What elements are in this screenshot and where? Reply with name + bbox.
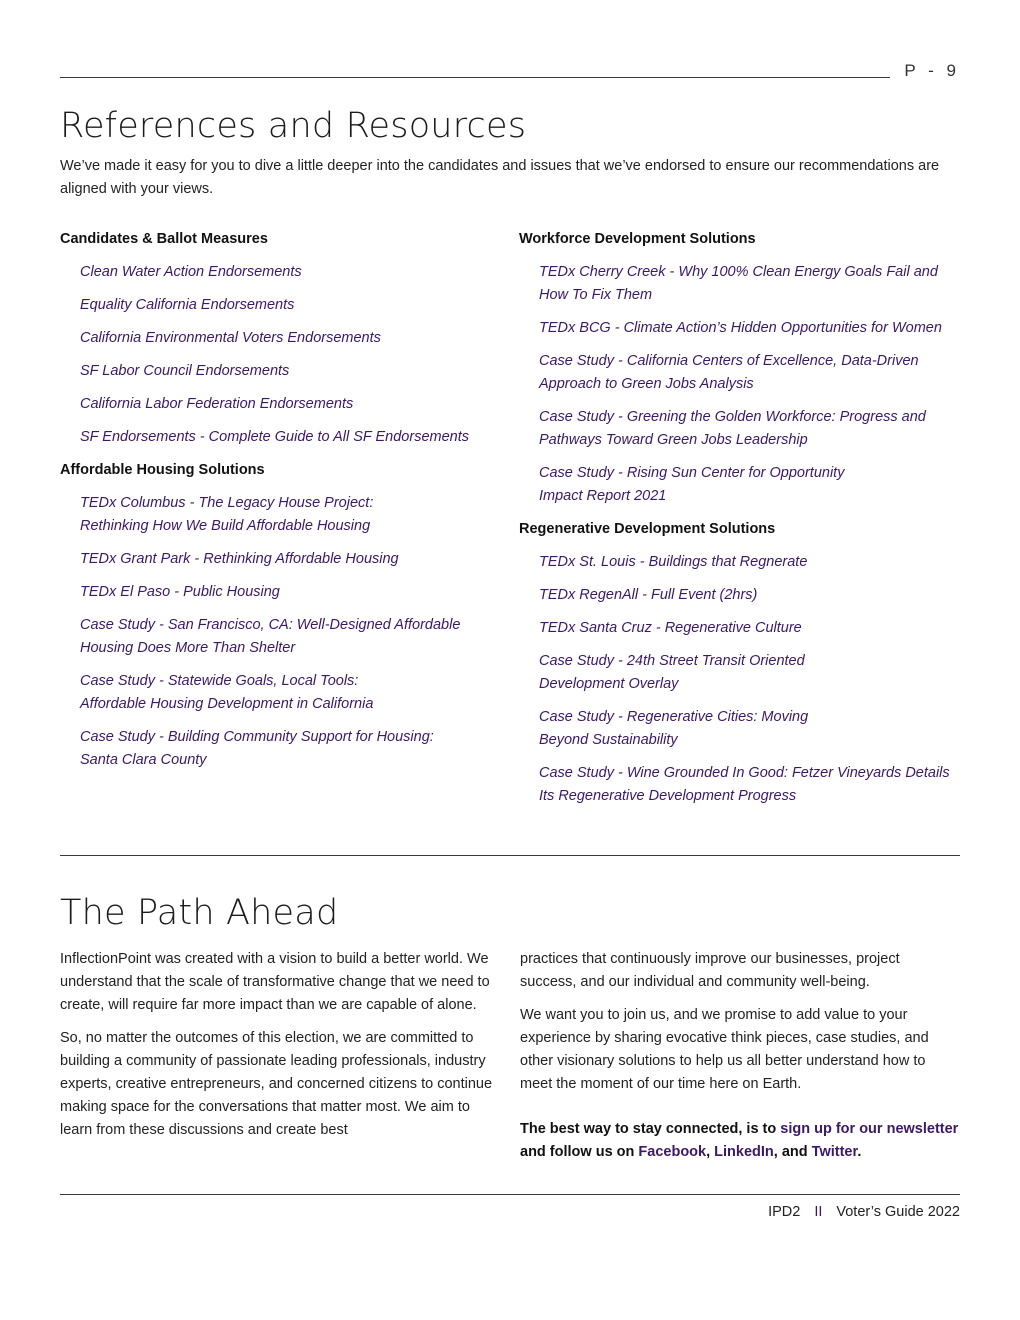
newsletter-link[interactable]: sign up for our newsletter bbox=[780, 1121, 959, 1137]
regenerative-link[interactable] bbox=[539, 617, 964, 640]
footer-rule bbox=[60, 1194, 960, 1195]
workforce-link[interactable] bbox=[539, 317, 964, 340]
regenerative-heading: Regenerative Development Solutions bbox=[519, 521, 776, 537]
header-rule bbox=[60, 77, 890, 78]
workforce-list bbox=[519, 261, 964, 508]
workforce-link-line: Case Study - California Centers of Excellence, Data-Driven bbox=[539, 353, 919, 369]
workforce-link-line: Case Study - Rising Sun Center for Opportunity bbox=[539, 465, 845, 481]
housing-link-line: Rethinking How We Build Affordable Housing bbox=[80, 518, 371, 534]
references-intro: We’ve made it easy for you to dive a little deeper into the candidates and issues that we’ve endorsed to ensure our recommendations are aligned with your views. bbox=[60, 158, 940, 197]
workforce-link-line: TEDx BCG - Climate Action’s Hidden Opportunities for Women bbox=[539, 320, 942, 336]
footer-guide-title: Voter’s Guide 2022 bbox=[836, 1204, 960, 1220]
housing-link-line: Case Study - Statewide Goals, Local Tools: bbox=[80, 673, 359, 689]
section-divider bbox=[60, 855, 960, 856]
housing-link-line: Case Study - Building Community Support for Housing: bbox=[80, 729, 434, 745]
candidates-list bbox=[60, 261, 500, 449]
regenerative-link-line: Its Regenerative Development Progress bbox=[539, 788, 797, 804]
regenerative-link[interactable] bbox=[539, 551, 964, 574]
housing-link[interactable] bbox=[80, 581, 500, 604]
housing-list bbox=[60, 492, 500, 772]
workforce-link-line: Pathways Toward Green Jobs Leadership bbox=[539, 432, 808, 448]
path-ahead-paragraph: InflectionPoint was created with a vision to build a better world. We understand that the scale of transformative change that we need to create, will require far more impact than we are capable of alone. bbox=[60, 951, 490, 1013]
regenerative-list bbox=[519, 551, 964, 808]
workforce-link-line: Case Study - Greening the Golden Workforce: Progress and bbox=[539, 409, 926, 425]
housing-link[interactable] bbox=[80, 726, 500, 772]
candidate-link[interactable]: SF Endorsements - Complete Guide to All SF Endorsements bbox=[80, 429, 469, 445]
workforce-link[interactable] bbox=[539, 261, 964, 307]
twitter-link[interactable]: Twitter bbox=[811, 1144, 858, 1160]
workforce-link[interactable] bbox=[539, 462, 964, 508]
cta-end: . bbox=[857, 1144, 862, 1160]
regenerative-link-line: Case Study - Wine Grounded In Good: Fetzer Vineyards Details bbox=[539, 765, 950, 781]
regenerative-link-line: TEDx Santa Cruz - Regenerative Culture bbox=[539, 620, 802, 636]
candidate-link[interactable]: SF Labor Council Endorsements bbox=[80, 363, 290, 379]
housing-link-line: TEDx Grant Park - Rethinking Affordable Housing bbox=[80, 551, 399, 567]
regenerative-link-line: TEDx RegenAll - Full Event (2hrs) bbox=[539, 587, 758, 603]
references-left-column bbox=[60, 228, 500, 782]
housing-link-line: Housing Does More Than Shelter bbox=[80, 640, 296, 656]
candidate-link[interactable]: California Labor Federation Endorsements bbox=[80, 396, 354, 412]
housing-link[interactable] bbox=[80, 492, 500, 538]
candidate-link[interactable]: California Environmental Voters Endorsements bbox=[80, 330, 381, 346]
regenerative-link[interactable] bbox=[539, 584, 964, 607]
footer-separator: II bbox=[814, 1204, 823, 1220]
housing-heading: Affordable Housing Solutions bbox=[60, 462, 265, 478]
candidate-link[interactable]: Equality California Endorsements bbox=[80, 297, 295, 313]
regenerative-link[interactable] bbox=[539, 706, 964, 752]
references-right-column bbox=[519, 228, 964, 818]
regenerative-link-line: TEDx St. Louis - Buildings that Regnerate bbox=[539, 554, 808, 570]
cta-prefix: The best way to stay connected, is to bbox=[520, 1121, 781, 1137]
regenerative-link-line: Beyond Sustainability bbox=[539, 732, 678, 748]
cta-comma: , bbox=[706, 1144, 715, 1160]
workforce-link-line: Approach to Green Jobs Analysis bbox=[539, 376, 754, 392]
workforce-link-line: Impact Report 2021 bbox=[539, 488, 667, 504]
housing-link[interactable] bbox=[80, 548, 500, 571]
page-number: P - 9 bbox=[904, 61, 960, 80]
regenerative-link-line: Development Overlay bbox=[539, 676, 679, 692]
regenerative-link[interactable] bbox=[539, 762, 964, 808]
candidates-heading: Candidates & Ballot Measures bbox=[60, 231, 268, 247]
path-ahead-left-column bbox=[60, 948, 498, 1152]
path-ahead-title: The Path Ahead bbox=[60, 893, 339, 933]
regenerative-link-line: Case Study - Regenerative Cities: Moving bbox=[539, 709, 809, 725]
housing-link-line: Affordable Housing Development in California bbox=[80, 696, 374, 712]
housing-link[interactable] bbox=[80, 614, 500, 660]
candidate-link[interactable]: Clean Water Action Endorsements bbox=[80, 264, 302, 280]
facebook-link[interactable]: Facebook bbox=[638, 1144, 707, 1160]
cta-middle: and follow us on bbox=[520, 1144, 639, 1160]
housing-link[interactable] bbox=[80, 670, 500, 716]
housing-link-line: TEDx Columbus - The Legacy House Project: bbox=[80, 495, 374, 511]
path-ahead-paragraph: We want you to join us, and we promise to add value to your experience by sharing evocative think pieces, case studies, and other visionary solutions to help us all better understand how to meet the moment of our time here on Earth. bbox=[520, 1007, 929, 1092]
workforce-link[interactable] bbox=[539, 350, 964, 396]
housing-link-line: Case Study - San Francisco, CA: Well-Designed Affordable bbox=[80, 617, 461, 633]
housing-link-line: TEDx El Paso - Public Housing bbox=[80, 584, 280, 600]
workforce-heading: Workforce Development Solutions bbox=[519, 231, 756, 247]
workforce-link[interactable] bbox=[539, 406, 964, 452]
cta-and: , and bbox=[773, 1144, 812, 1160]
footer-publication: IPD2 bbox=[768, 1204, 801, 1220]
workforce-link-line: TEDx Cherry Creek - Why 100% Clean Energy Goals Fail and bbox=[539, 264, 938, 280]
regenerative-link-line: Case Study - 24th Street Transit Oriented bbox=[539, 653, 805, 669]
references-title: References and Resources bbox=[60, 106, 527, 146]
stay-connected-cta bbox=[520, 1118, 960, 1164]
housing-link-line: Santa Clara County bbox=[80, 752, 207, 768]
regenerative-link[interactable] bbox=[539, 650, 964, 696]
path-ahead-paragraph: practices that continuously improve our businesses, project success, and our individual and community well-being. bbox=[520, 951, 900, 990]
linkedin-link[interactable]: LinkedIn bbox=[714, 1144, 774, 1160]
workforce-link-line: How To Fix Them bbox=[539, 287, 653, 303]
path-ahead-right-column bbox=[520, 948, 960, 1174]
footer bbox=[768, 1204, 960, 1220]
path-ahead-paragraph: So, no matter the outcomes of this election, we are committed to building a community of passionate leading professionals, industry experts, creative entrepreneurs, and concerned citizens to continue making space for the conversations that matter most. We aim to learn from these discussions and create best bbox=[60, 1030, 493, 1138]
